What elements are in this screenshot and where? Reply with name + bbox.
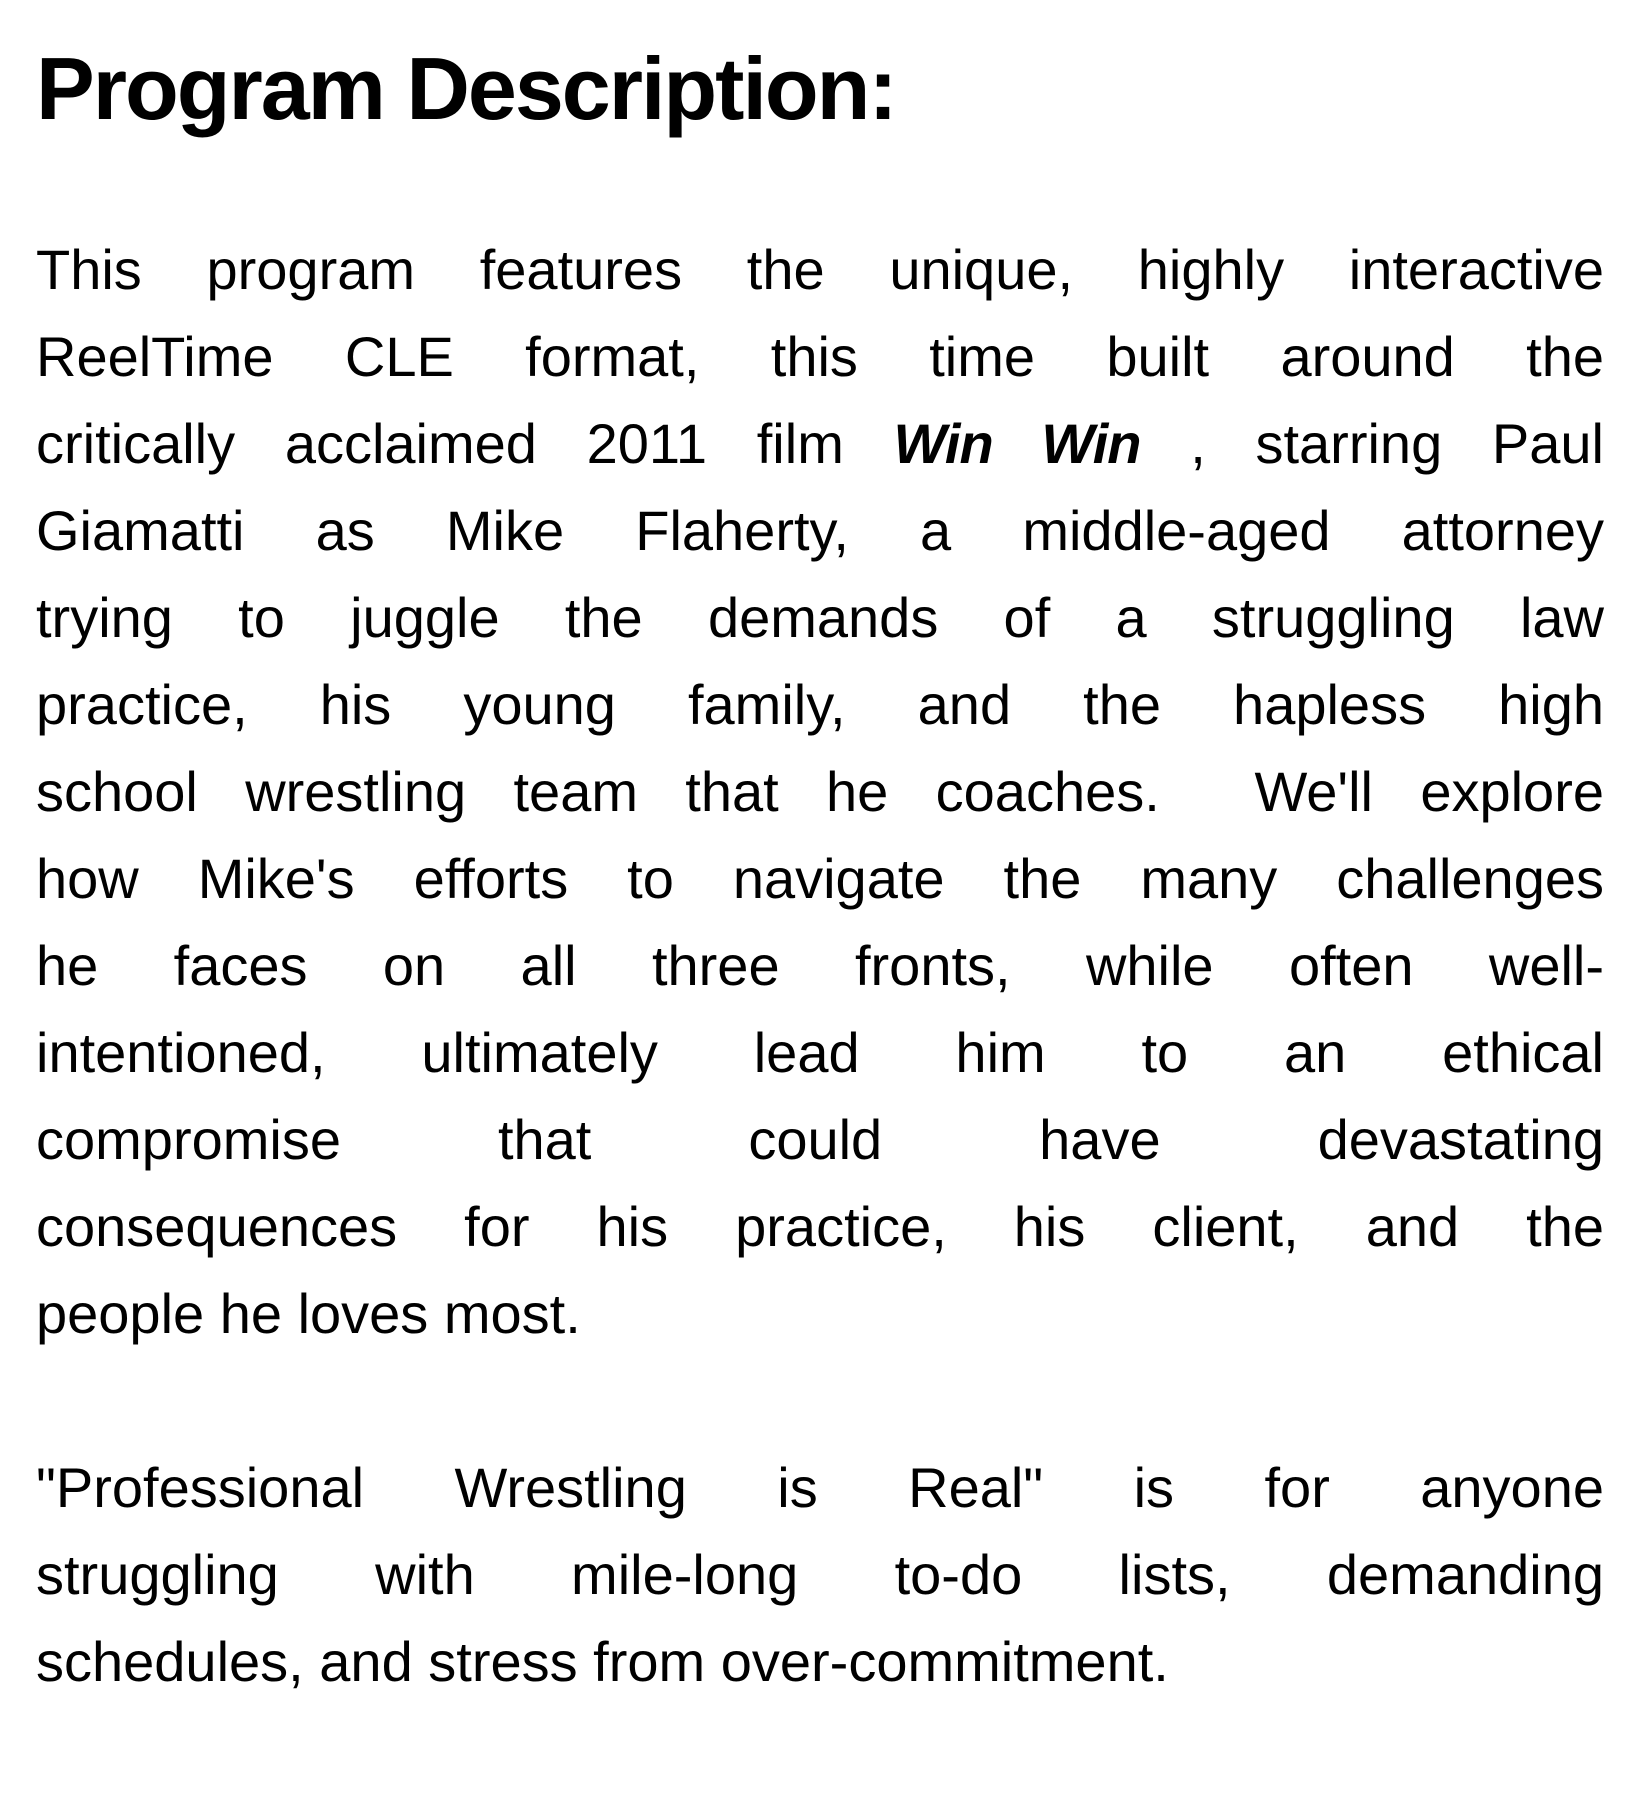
text-line: consequences for his practice, his client, and the — [36, 1194, 1604, 1258]
text-line — [36, 400, 1604, 487]
text-line: schedules, and stress from over-commitment. — [36, 1629, 1169, 1693]
text-line: he faces on all three fronts, while often well- — [36, 933, 1604, 997]
text-line: struggling with mile-long to-do lists, demanding — [36, 1542, 1604, 1606]
text-line: school wrestling team that he coaches. We'll explore — [36, 759, 1604, 823]
text-line: This program features the unique, highly interactive — [36, 237, 1604, 301]
text-line: practice, his young family, and the hapless high — [36, 672, 1604, 736]
text-line: people he loves most. — [36, 1281, 581, 1345]
text-line: Giamatti as Mike Flaherty, a middle-aged attorney — [36, 498, 1604, 562]
text-line: intentioned, ultimately lead him to an ethical — [36, 1020, 1604, 1084]
text-line: trying to juggle the demands of a struggling law — [36, 585, 1604, 649]
program-description-paragraph-1 — [36, 226, 1604, 1357]
film-title-emphasis: Win Win — [893, 411, 1141, 475]
program-description-paragraph-2 — [36, 1444, 1604, 1705]
text-line: compromise that could have devastating — [36, 1107, 1604, 1171]
text-line: ReelTime CLE format, this time built around the — [36, 324, 1604, 388]
text-line: how Mike's efforts to navigate the many challenges — [36, 846, 1604, 910]
text-line: "Professional Wrestling is Real" is for anyone — [36, 1455, 1604, 1519]
text-segment: , starring Paul — [1140, 411, 1604, 475]
text-segment: critically acclaimed 2011 film — [36, 411, 894, 475]
page-title: Program Description: — [36, 39, 896, 138]
